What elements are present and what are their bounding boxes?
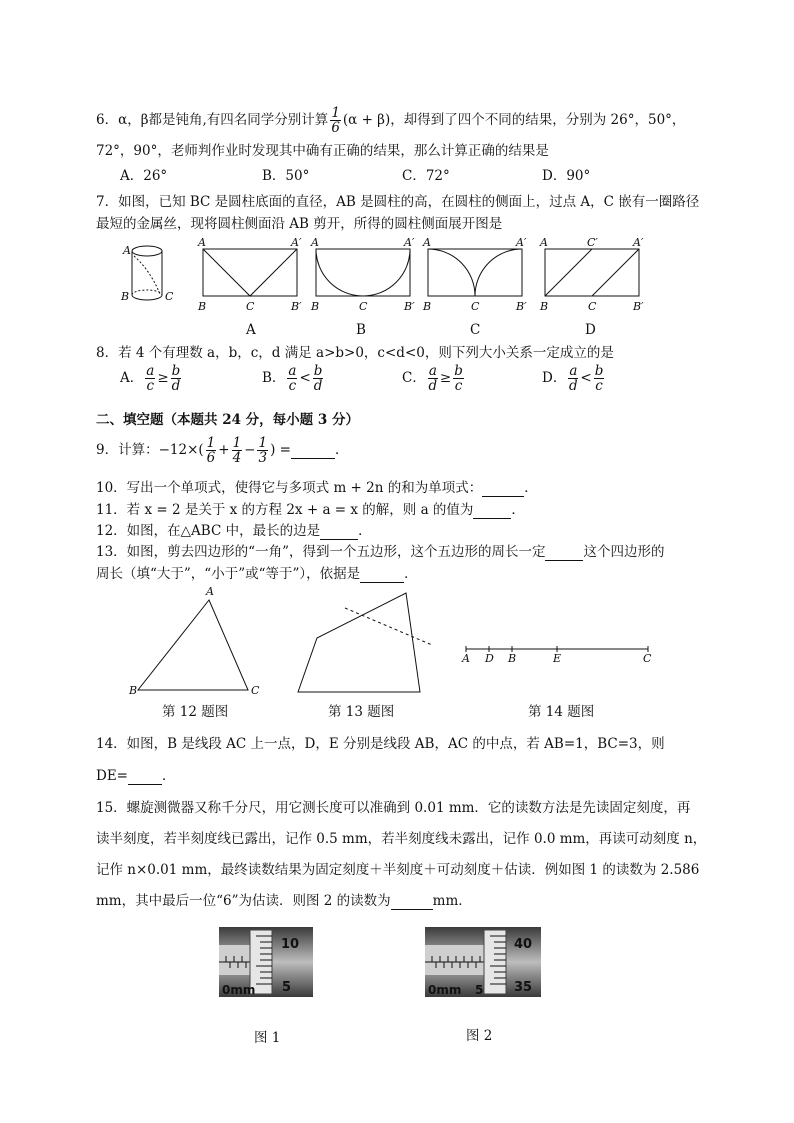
q6-line1: 6．α，β都是钝角,有四名同学分别计算 $\frac{1}{6}$ (α + β)，却得到了四个不同的结果，分别为 26°，50°， bbox=[96, 105, 686, 136]
pb-A2: A′ bbox=[404, 236, 415, 249]
fig14-label-e: E bbox=[553, 652, 562, 665]
q7-line2: 最短的金属丝，现将圆柱侧面沿 AB 剪开，所得的圆柱侧面展开图是 bbox=[96, 216, 503, 232]
q15-line2: 读半刻度，若半刻度线已露出，记作 0.5 mm，若半刻度线未露出，记作 0.0 mm，再读可动刻度 n， bbox=[96, 831, 707, 847]
q8-line1: 8．若 4 个有理数 a，b，c，d 满足 a>b>0，c<d<0，则下列大小关系一定成立的是 bbox=[96, 345, 614, 361]
mic2-five: 5 bbox=[475, 983, 484, 997]
q8-option-b: B． $\frac{a}{c}$ < $\frac{b}{d}$ bbox=[262, 363, 323, 394]
pa-A2: A′ bbox=[291, 236, 302, 249]
q13-line2: 周长（填“大于”，“小于”或“等于”），依据是 ． bbox=[96, 566, 418, 582]
q13-line1: 13．如图，剪去四边形的“一角”，得到一个五边形，这个五边形的周长一定 这个四边形的 bbox=[96, 544, 665, 560]
pd-B2: B′ bbox=[633, 300, 644, 313]
q11-line: 11．若 x = 2 是关于 x 的方程 2x + a = x 的解，则 a 的值为 ． bbox=[96, 502, 525, 518]
q6-option-a: A．26° bbox=[120, 168, 168, 184]
q14-line1: 14．如图，B 是线段 AC 上一点，D，E 分别是线段 AB，AC 的中点，若 AB=1，BC=3，则 bbox=[96, 736, 665, 752]
q6-line2: 72°，90°，老师判作业时发现其中确有正确的结果，那么计算正确的结果是 bbox=[96, 143, 549, 159]
pd-A2: A′ bbox=[633, 236, 644, 249]
fig14-label-a: A bbox=[462, 652, 470, 665]
q9-line: 9．计算：−12×( $\frac{1}{6}$ + $\frac{1}{4}$ − $\frac{1}{3}$ ) = ． bbox=[96, 435, 349, 466]
q8-option-a: A． $\frac{a}{c}$ ≥ $\frac{b}{d}$ bbox=[120, 363, 181, 394]
q6-option-c: C．72° bbox=[402, 168, 450, 184]
mic2-top: 40 bbox=[514, 937, 533, 952]
fig12-caption: 第 12 题图 bbox=[162, 704, 229, 720]
pa-A: A bbox=[198, 236, 206, 249]
mic2-unit: 0mm bbox=[428, 983, 462, 997]
q15-line1: 15．螺旋测微器又称千分尺，用它测长度可以准确到 0.01 mm．它的读数方法是先读固定刻度，再 bbox=[96, 800, 691, 816]
pc-A: A bbox=[423, 236, 431, 249]
pb-B: B bbox=[311, 300, 320, 313]
mic1-top: 10 bbox=[281, 937, 300, 952]
q6-option-d: D．90° bbox=[542, 168, 591, 184]
q7-line1: 7．如图，已知 BC 是圆柱底面的直径，AB 是圆柱的高，在圆柱的侧面上，过点 A，C 嵌有一圈路径 bbox=[96, 194, 700, 210]
q6-text-b: (α + β)，却得到了四个不同的结果，分别为 26°，50°， bbox=[342, 112, 686, 128]
cyl-label-b: B bbox=[121, 290, 130, 303]
fig14-label-c: C bbox=[643, 652, 652, 665]
q8-option-c: C． $\frac{a}{d}$ ≥ $\frac{b}{c}$ bbox=[402, 363, 463, 394]
q7-option-d: D bbox=[585, 322, 596, 338]
fig12-label-b: B bbox=[129, 684, 138, 697]
pd-C: C bbox=[588, 300, 597, 313]
pc-B2: B′ bbox=[516, 300, 527, 313]
fig13-caption: 第 13 题图 bbox=[328, 704, 395, 720]
pc-C: C bbox=[471, 300, 480, 313]
cyl-label-a: A bbox=[123, 244, 131, 257]
mic2-bottom: 35 bbox=[514, 980, 533, 995]
fig12-label-a: A bbox=[206, 585, 214, 598]
mic1-caption: 图 1 bbox=[254, 1030, 281, 1046]
pd-B: B bbox=[540, 300, 549, 313]
q10-line: 10．写出一个单项式，使得它与多项式 m + 2n 的和为单项式： ． bbox=[96, 480, 538, 496]
pa-B2: B′ bbox=[291, 300, 302, 313]
pd-A: A bbox=[540, 236, 548, 249]
fig14-caption: 第 14 题图 bbox=[528, 704, 595, 720]
pc-B: B bbox=[423, 300, 432, 313]
q7-option-b: B bbox=[356, 322, 366, 338]
pa-B: B bbox=[198, 300, 207, 313]
mic1-unit: 0mm bbox=[222, 983, 256, 997]
pd-C2: C′ bbox=[587, 236, 598, 249]
pc-A2: A′ bbox=[516, 236, 527, 249]
q15-line4: mm，其中最后一位“6”为估读．则图 2 的读数为 mm． bbox=[96, 893, 472, 909]
fig14-label-b: B bbox=[508, 652, 517, 665]
q12-line: 12．如图，在△ABC 中，最长的边是 ． bbox=[96, 523, 372, 539]
fig14-label-d: D bbox=[485, 652, 494, 665]
mic2-caption: 图 2 bbox=[466, 1028, 493, 1044]
fig12-label-c: C bbox=[251, 684, 260, 697]
q7-option-c: C bbox=[470, 322, 481, 338]
cyl-label-c: C bbox=[165, 290, 174, 303]
section-heading: 二、填空题（本题共 24 分，每小题 3 分） bbox=[96, 412, 359, 428]
pb-A: A bbox=[311, 236, 319, 249]
q6-option-b: B．50° bbox=[262, 168, 310, 184]
q15-line3: 记作 n×0.01 mm，最终读数结果为固定刻度＋半刻度＋可动刻度＋估读．例如图 1 的读数为 2.586 bbox=[96, 862, 700, 878]
q6-fraction: $\frac{1}{6}$ bbox=[331, 105, 340, 136]
mic1-bottom: 5 bbox=[282, 980, 292, 995]
pa-C: C bbox=[246, 300, 255, 313]
pb-B2: B′ bbox=[404, 300, 415, 313]
q6-text-a: α，β都是钝角,有四名同学分别计算 bbox=[118, 112, 329, 128]
q14-line2: DE= ． bbox=[96, 768, 176, 784]
q8-option-d: D． $\frac{a}{d}$ < $\frac{b}{c}$ bbox=[542, 363, 604, 394]
pb-C: C bbox=[359, 300, 368, 313]
q7-option-a: A bbox=[246, 322, 256, 338]
